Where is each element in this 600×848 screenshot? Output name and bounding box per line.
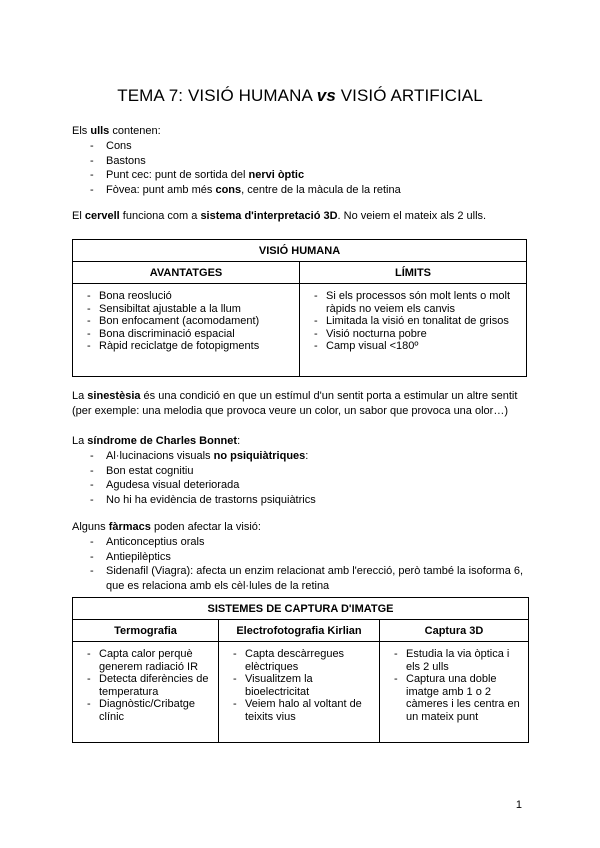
list-item: - Sensibiltat ajustable a la llum — [77, 303, 295, 316]
list-item: - Ràpid reciclatge de fotopigments — [77, 340, 295, 353]
bonnet-section — [72, 434, 532, 507]
list-item: - Capta calor perquè generem radiació IR — [77, 648, 214, 673]
sinestesia-paragraph: La sinestèsia és una condició en que un estímul d'un sentit porta a estimular un altre sentit (per exemple: una melodia que provoca veure un color, un sabor que provoca una olor…) — [72, 390, 518, 417]
column-header-kirlian: Electrofotografia Kirlian — [219, 620, 380, 642]
table-header: VISIÓ HUMANA — [73, 240, 527, 262]
avantatges-list — [77, 290, 295, 353]
page-number: 1 — [515, 799, 522, 811]
list-item: - Fòvea: punt amb més cons, centre de la màcula de la retina — [72, 183, 532, 198]
captura3d-cell — [380, 642, 529, 743]
list-item: - Veiem halo al voltant de teixits vius — [223, 698, 375, 723]
list-item: - Punt cec: punt de sortida del nervi òptic — [72, 168, 532, 183]
termografia-cell — [73, 642, 219, 743]
bonnet-intro: La síndrome de Charles Bonnet: — [72, 435, 241, 447]
list-item: - Bon enfocament (acomodament) — [77, 315, 295, 328]
list-item: - Captura una doble imatge amb 1 o 2 càmeres i les centra en un mateix punt — [384, 673, 524, 723]
list-item: - Bona reoslució — [77, 290, 295, 303]
list-item: - Si els processos són molt lents o molt ràpids no veiem els canvis — [304, 290, 522, 315]
list-item: - Bon estat cognitiu — [72, 464, 532, 479]
limits-list — [304, 290, 522, 353]
list-item: - Capta descàrregues elèctriques — [223, 648, 375, 673]
captura3d-list — [384, 648, 524, 723]
cervell-paragraph: El cervell funciona com a sistema d'interpretació 3D. No veiem el mateix als 2 ulls. — [72, 210, 487, 222]
list-item: - Bona discriminació espacial — [77, 328, 295, 341]
list-item: - Estudia la via òptica i els 2 ulls — [384, 648, 524, 673]
kirlian-cell — [219, 642, 380, 743]
list-item: - Visió nocturna pobre — [304, 328, 522, 341]
list-item: - Visualitzem la bioelectricitat — [223, 673, 375, 698]
farmacs-list — [72, 535, 532, 593]
title-part: TEMA 7: VISIÓ HUMANA — [117, 86, 317, 105]
column-header-captura3d: Captura 3D — [380, 620, 529, 642]
captura-imatge-table — [72, 597, 529, 743]
column-header-avantatges: AVANTATGES — [73, 262, 300, 284]
ulls-list — [72, 139, 532, 197]
list-item: - Cons — [72, 139, 532, 154]
list-item: - Diagnòstic/Cribatge clínic — [77, 698, 214, 723]
list-item: - Detecta diferències de temperatura — [77, 673, 214, 698]
termografia-list — [77, 648, 214, 723]
list-item: - Al·lucinacions visuals no psiquiàtriques: — [72, 449, 532, 464]
column-header-limits: LÍMITS — [300, 262, 527, 284]
farmacs-intro: Alguns fàrmacs poden afectar la visió: — [72, 521, 261, 533]
list-item: - Antiepilèptics — [72, 550, 532, 565]
title-part: VISIÓ ARTIFICIAL — [335, 86, 483, 105]
limits-cell — [300, 284, 527, 377]
list-item: - Camp visual <180º — [304, 340, 522, 353]
title-vs: vs — [316, 86, 336, 105]
list-item: - Sidenafil (Viagra): afecta un enzim relacionat amb l'erecció, però també la isoforma 6, que es relaciona amb els cèl·lules de la retina — [72, 564, 532, 593]
table-header: SISTEMES DE CAPTURA D'IMATGE — [73, 598, 529, 620]
vision-humana-table — [72, 239, 527, 377]
bonnet-list — [72, 449, 532, 507]
ulls-intro: Els ulls contenen: — [72, 125, 161, 137]
column-header-termografia: Termografia — [73, 620, 219, 642]
list-item: - Anticonceptius orals — [72, 535, 532, 550]
list-item: - Agudesa visual deteriorada — [72, 478, 532, 493]
kirlian-list — [223, 648, 375, 723]
list-item: - Bastons — [72, 154, 532, 169]
page-title — [0, 86, 600, 106]
avantatges-cell — [73, 284, 300, 377]
list-item: - Limitada la visió en tonalitat de grisos — [304, 315, 522, 328]
farmacs-section — [72, 520, 532, 593]
list-item: - No hi ha evidència de trastorns psiquiàtrics — [72, 493, 532, 508]
ulls-section — [72, 124, 532, 197]
